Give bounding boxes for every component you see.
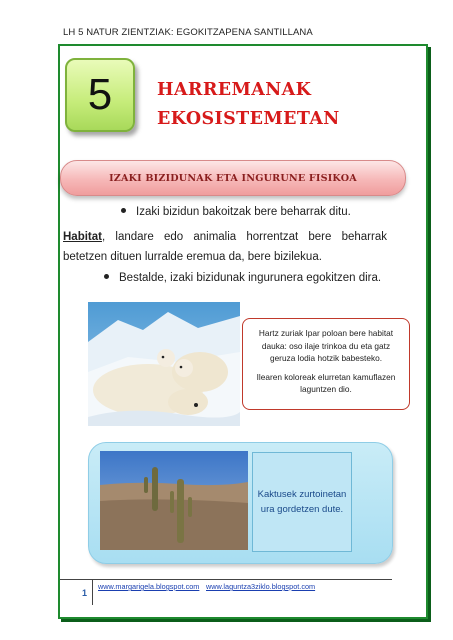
bullet-text: Izaki bizidun bakoitzak bere beharrak ditu.: [136, 206, 351, 218]
bullet-text: Bestalde, izaki bizidunak ingurunera egokitzen dira.: [119, 272, 382, 284]
chapter-number-badge: [65, 58, 135, 132]
footer-link-laguntza3ziklo[interactable]: www.laguntza3ziklo.blogspot.com: [206, 582, 316, 591]
habitat-definition: [63, 227, 387, 267]
cactus-note-text: Kaktusek zurtoinetan ura gordetzen dute.: [257, 489, 347, 515]
chapter-title-line1: HARREMANAK: [157, 80, 312, 100]
cactus-desert-photo: [100, 451, 248, 550]
chapter-title-line2: EKOSISTEMETAN: [157, 109, 340, 129]
bullet-dot-icon: [121, 208, 126, 213]
page-header: LH 5 NATUR ZIENTZIAK: EGOKITZAPENA SANTILLANA: [63, 27, 313, 38]
footer-divider: [60, 579, 392, 580]
polar-bear-note: [242, 318, 410, 410]
habitat-term: Habitat: [63, 231, 102, 243]
habitat-definition-text: , landare edo animalia horrentzat bere beharrak betetzen dituen lurralde eremua da, bere bizilekua.: [63, 231, 387, 263]
page-number: 1: [82, 588, 88, 598]
bullet-item-adaptation: [104, 272, 381, 284]
polar-bear-camouflage-text: Ilearen koloreak elurretan kamuflazen laguntzen dio.: [256, 371, 396, 395]
polar-bear-note-text: Hartz zuriak Ipar poloan bere habitat dauka: oso ilaje trinkoa du eta gatz geruza lodia hotzik babesteko.: [258, 328, 394, 364]
section-heading-banner: [60, 160, 406, 196]
polar-bear-photo: [88, 302, 240, 426]
footer-link-margarigela[interactable]: www.margarigela.blogspot.com: [98, 582, 200, 591]
chapter-title: [157, 76, 340, 134]
section-heading: IZAKI BIZIDUNAK ETA INGURUNE FISIKOA: [109, 172, 357, 184]
cactus-note: [252, 452, 352, 552]
footer-vertical-divider: [92, 579, 93, 605]
bullet-item-needs: [121, 206, 351, 218]
chapter-number: 5: [87, 70, 113, 119]
bullet-dot-icon: [104, 274, 109, 279]
